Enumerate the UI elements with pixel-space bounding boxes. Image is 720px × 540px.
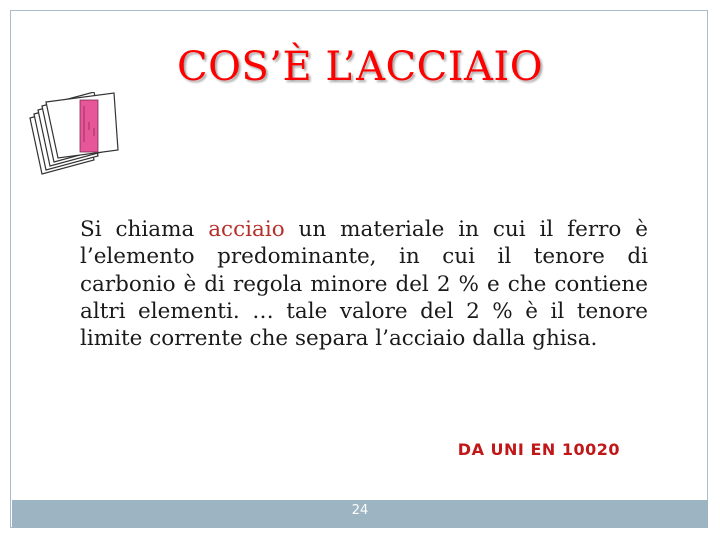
- body-text-rest: un materiale in cui il ferro è l’elemento predominante, in cui il tenore di carbonio è di regola minore del 2 % e che contiene altri elementi. … tale valore del 2 % è il tenore limite corrente che separa l’acciaio dalla ghisa.: [80, 217, 648, 352]
- highlight-term: acciaio: [208, 217, 285, 242]
- body-text-start: Si chiama: [80, 217, 209, 242]
- page-number: 24: [351, 503, 369, 518]
- book-stack-icon: [24, 92, 124, 176]
- body-paragraph: [80, 216, 648, 352]
- slide-title: COS’È L’ACCIAIO: [177, 44, 543, 90]
- source-reference: DA UNI EN 10020: [457, 440, 620, 459]
